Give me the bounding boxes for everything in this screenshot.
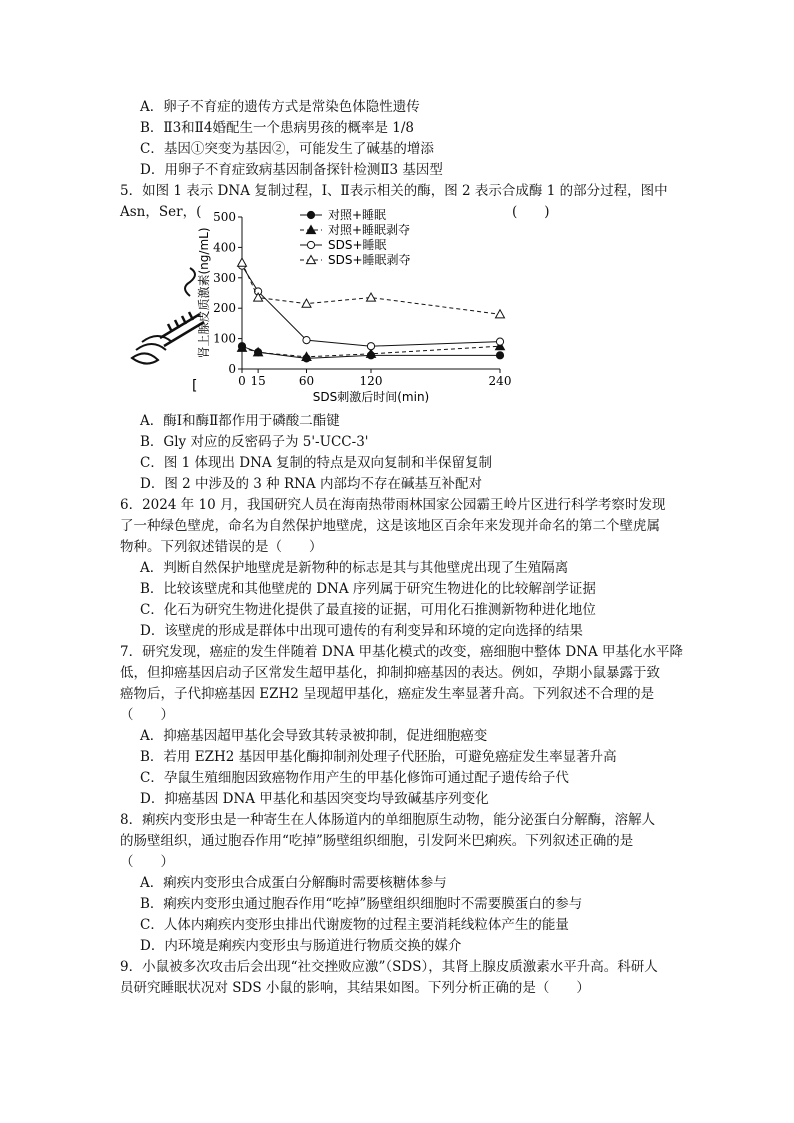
x-tick-label: 15 [250,374,266,388]
q7-stem-line1: 7．研究发现，癌症的发生伴随着 DNA 甲基化模式的改变，癌细胞中整体 DNA 甲基化水平降 [120,644,684,660]
q6-option-c: C．化石为研究生物进化提供了最直接的证据，可用化石推测新物种进化地位 [140,602,596,618]
series-3-point [303,337,310,344]
chart-legend [300,207,411,267]
q4-option-c: C．基因①突变为基因②，可能发生了碱基的增添 [140,141,434,157]
fig-corner-mark: [ [192,378,198,394]
q4-option-d: D．用卵子不育症致病基因制备探针检测Ⅱ3 基因型 [140,162,443,178]
y-tick-label: 0 [228,362,236,376]
x-tick-label: 60 [298,374,315,388]
chart-marks [238,258,505,362]
q6-option-b: B．比较该壁虎和其他壁虎的 DNA 序列属于研究生物进化的比较解剖学证据 [140,581,596,597]
cortisol-line-chart [197,205,512,404]
series-3-point [496,338,503,345]
series-line-3 [242,266,500,347]
q5-option-b: B．Gly 对应的反密码子为 5'-UCC-3' [140,434,369,450]
y-tick-label: 400 [213,240,236,255]
q4-option-a: A．卵子不育症的遗传方式是常染色体隐性遗传 [140,99,420,115]
series-4-point [496,310,505,318]
series-line-4 [242,263,500,315]
q7-option-d: D．抑癌基因 DNA 甲基化和基因突变均导致碱基序列变化 [140,791,489,807]
legend-marker [307,241,314,248]
q8-option-d: D．内环境是痢疾内变形虫与肠道进行物质交换的媒介 [140,938,462,954]
q8-stem-line2: 的肠壁组织，通过胞吞作用“吃掉”肠壁组织细胞，引发阿米巴痢疾。下列叙述正确的是 [120,833,634,849]
q8-option-c: C．人体内痢疾内变形虫排出代谢废物的过程主要消耗线粒体产生的能量 [140,917,569,933]
q7-stem-line4: （ ） [120,707,174,723]
x-tick-label: 0 [238,374,246,388]
q8-stem-line3: （ ） [120,854,174,870]
q4-option-b: B．Ⅱ3和Ⅱ4婚配生一个患病男孩的概率是 1/8 [140,120,414,136]
legend-label: SDS+睡眠 [328,238,387,252]
q6-option-d: D．该壁虎的形成是群体中出现可遗传的有利变异和环境的定向选择的结果 [140,623,583,639]
q8-option-a: A．痢疾内变形虫合成蛋白分解酶时需要核糖体参与 [140,875,447,891]
x-tick-label: 120 [359,374,383,388]
q6-stem-line1: 6．2024 年 10 月，我国研究人员在海南热带雨林国家公园霸王岭片区进行科学考察时发现 [120,497,666,513]
y-tick-label: 100 [213,331,236,346]
series-4-point [238,258,247,266]
legend-marker [307,211,314,218]
q6-stem-line3: 物种。下列叙述错误的是（ ） [120,539,323,555]
q5-option-c: C．图 1 体现出 DNA 复制的特点是双向复制和半保留复制 [140,455,492,471]
q8-stem-line1: 8．痢疾内变形虫是一种寄生在人体肠道内的单细胞原生动物，能分泌蛋白分解酶，溶解人 [120,812,656,828]
q7-option-b: B．若用 EZH2 基因甲基化酶抑制剂处理子代胚胎，可避免癌症发生率显著升高 [140,749,617,765]
q7-option-c: C．孕鼠生殖细胞因致癌物作用产生的甲基化修饰可通过配子遗传给子代 [140,770,569,786]
series-3-point [367,343,374,350]
q8-option-b: B．痢疾内变形虫通过胞吞作用“吃掉”肠壁组织细胞时不需要膜蛋白的参与 [140,896,583,912]
x-axis-label: SDS刺激后时间(min) [312,390,430,404]
q5-answer-blank: ( ) [512,204,550,220]
helix-loop [132,353,158,363]
q7-stem-line3: 癌物后，子代抑癌基因 EZH2 呈现超甲基化，癌症发生率显著升高。下列叙述不合理的是 [120,686,655,702]
legend-label: SDS+睡眠剥夺 [328,253,411,267]
q5-stem-line2: Asn，Ser，( [120,204,202,220]
q6-option-a: A．判断自然保护地壁虎是新物种的标志是其与其他壁虎出现了生殖隔离 [140,560,569,576]
q5-option-a: A．酶Ⅰ和酶Ⅱ都作用于磷酸二酯键 [140,413,340,429]
legend-label: 对照+睡眠 [328,208,387,222]
series-1-point [496,352,503,359]
y-tick-label: 200 [213,301,236,316]
q6-stem-line2: 了一种绿色壁虎，命名为自然保护地壁虎，这是该地区百余年来发现并命名的第二个壁虎属 [120,518,660,534]
y-tick-label: 300 [213,270,236,285]
series-4-point [367,293,376,301]
q5-stem-line1: 5．如图 1 表示 DNA 复制过程，Ⅰ、Ⅱ表示相关的酶，图 2 表示合成酶 1 的部分过程，图中 [120,183,668,199]
y-tick-label: 500 [213,210,236,224]
q7-option-a: A．抑癌基因超甲基化会导致其转录被抑制，促进细胞癌变 [140,728,488,744]
q7-stem-line2: 低，但抑癌基因启动子区常发生超甲基化，抑制抑癌基因的表达。例如，孕期小鼠暴露于致 [120,665,660,681]
x-tick-label: 240 [488,374,512,388]
y-axis-label: 肾上腺皮质激素(ng/mL) [197,227,211,359]
helix-curl [185,268,195,296]
q9-stem-line2: 员研究睡眠状况对 SDS 小鼠的影响，其结果如图。下列分析正确的是（ ） [120,980,590,996]
q5-option-d: D．图 2 中涉及的 3 种 RNA 内部均不存在碱基互补配对 [140,476,482,492]
legend-label: 对照+睡眠剥夺 [328,223,411,237]
q9-stem-line1: 9．小鼠被多次攻击后会出现“社交挫败应激”（SDS），其肾上腺皮质激素水平升高。科研人 [120,959,658,975]
